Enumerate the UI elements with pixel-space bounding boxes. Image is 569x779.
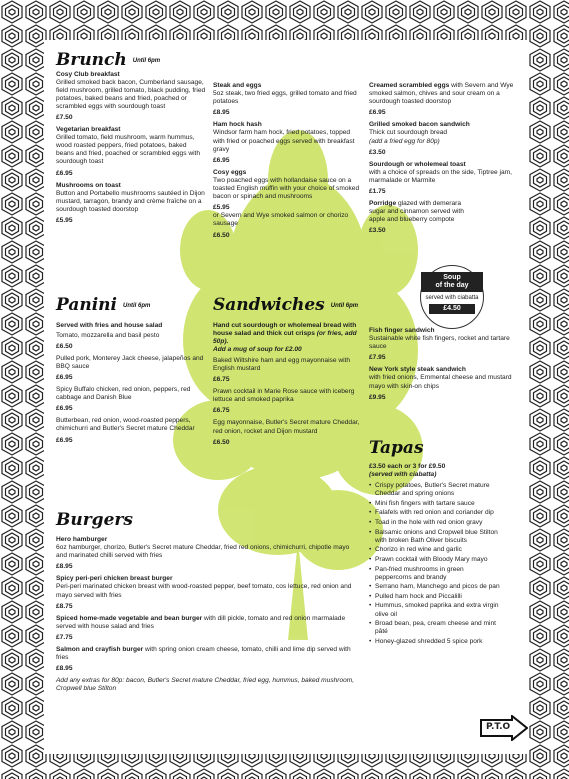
list-item: • Balsamic onions and Cropwell blue Stilton with broken Bath Oliver biscuits (369, 529, 501, 545)
list-item: • Pan-fried mushrooms in green peppercorns and brandy (369, 566, 501, 582)
item-desc: with a choice of spreads on the side, Tiptree jam, marmalade or Marmite (369, 168, 512, 184)
menu-item (369, 200, 469, 235)
list-item: • Prawn cocktail with Bloody Mary mayo (369, 556, 501, 564)
list-item: • Toad in the hole with red onion gravy (369, 519, 501, 527)
menu-item (56, 615, 361, 642)
sandwiches-title: Sandwiches (213, 295, 325, 315)
list-item: • Hummus, smoked paprika and extra virgin olive oil (369, 602, 501, 618)
menu-item (369, 366, 519, 401)
item-name: Cosy Club breakfast (56, 70, 120, 78)
menu-item (56, 355, 206, 382)
list-item: • Serrano ham, Manchego and picos de pan (369, 583, 501, 591)
item-price: £6.50 (213, 231, 230, 239)
item-desc: 5oz steak, two fried eggs, grilled tomato and fried potatoes (213, 90, 357, 106)
tapas-title: Tapas (369, 438, 424, 458)
item-name: Fish finger sandwich (369, 327, 435, 334)
item-name: Cosy eggs (213, 168, 247, 176)
item-name: Porridge (369, 200, 397, 208)
brunch-section-right (369, 82, 519, 240)
burgers-section (56, 510, 361, 694)
item-price: £6.95 (56, 405, 73, 413)
sandwiches-intro-fries: (or fries, add 50p). (213, 329, 357, 345)
item-desc: Button and Portabello mushrooms sautéed in Dijon mustard, tarragon, brandy and crème fraîche on a sourdough toasted doorstop (56, 189, 205, 213)
item-desc: Windsor farm ham hock, fried potatoes, topped with fried or poached eggs served with breakfast gravy (213, 129, 355, 153)
item-price: £3.50 (369, 148, 386, 156)
soup-badge-band (421, 272, 483, 292)
menu-item (56, 575, 361, 610)
item-desc: Thick cut sourdough bread (369, 129, 448, 137)
item-name: Mushrooms on toast (56, 181, 121, 189)
item-price: £6.95 (369, 109, 386, 117)
menu-item (213, 121, 361, 164)
item-desc: with spring onion cream cheese, tomato, chilli and lime dip served with fries (56, 646, 351, 662)
tapas-price: £3.50 each or 3 for £9.50 (369, 463, 446, 470)
item-desc: Egg mayonnaise, Butler's Secret mature Cheddar, red onion, rocket and Dijon mustard (213, 419, 360, 435)
menu-item (56, 332, 206, 351)
sandwiches-soup-addon: Add a mug of soup for £2.00 (213, 345, 302, 353)
soup-badge-title: Soup (443, 274, 461, 281)
menu-item (56, 126, 206, 178)
panini-heading (56, 295, 206, 316)
list-item: • Chorizo in red wine and garlic (369, 546, 501, 554)
item-desc: Tomato, mozzarella and basil pesto (56, 331, 160, 339)
list-item: • Mini fish fingers with tartare sauce (369, 500, 501, 508)
menu-item (56, 536, 361, 571)
menu-item (56, 386, 206, 413)
soup-badge-subtitle: of the day (435, 282, 469, 289)
item-desc: Grilled smoked back bacon, Cumberland sausage, field mushroom, grilled tomato, black pudding, fried potatoes, baked beans and fried, poached or scrambled eggs with sourdough toast (56, 78, 206, 110)
brunch-subtitle: Until 6pm (132, 57, 161, 64)
list-item: • Broad bean, pea, cream cheese and mint pâté (369, 620, 501, 636)
item-price: £3.50 (369, 227, 386, 235)
item-name: Hero hamburger (56, 536, 108, 543)
pto-arrow-button[interactable] (480, 715, 528, 741)
item-price: £8.95 (56, 563, 73, 571)
menu-item (213, 82, 361, 117)
item-price: £6.95 (213, 156, 230, 164)
item-price: £8.95 (56, 665, 73, 673)
list-item: • Honey-glazed shredded 5 spice pork (369, 638, 501, 646)
item-desc: Spicy Buffalo chicken, red onion, peppers, red cabbage and Danish Blue (56, 386, 191, 402)
item-price: £7.95 (369, 354, 386, 362)
soup-of-the-day-badge (420, 265, 484, 329)
item-desc: Baked Wiltshire ham and egg mayonnaise with English mustard (213, 356, 351, 372)
menu-item (369, 161, 519, 196)
item-price: £8.95 (213, 109, 230, 117)
item-price: £6.95 (56, 436, 73, 444)
sandwiches-section (213, 295, 361, 451)
list-item: • Crispy potatoes, Butler's Secret mature Cheddar and spring onions (369, 482, 501, 498)
sandwiches-section-right (369, 327, 519, 406)
item-price: £6.50 (213, 438, 230, 446)
item-name: Vegetarian breakfast (56, 126, 121, 134)
brunch-heading (56, 50, 206, 71)
item-name: Steak and eggs (213, 82, 262, 89)
item-price: £7.75 (56, 633, 73, 641)
item-price: £9.95 (369, 393, 386, 401)
item-desc: glazed with demerara sugar and cinnamon served with apple and blueberry compote (369, 200, 464, 224)
item-name: Creamed scrambled eggs (369, 82, 450, 89)
item-desc: Prawn cocktail in Marie Rose sauce with iceberg lettuce and smoked paprika (213, 388, 355, 404)
item-desc: with dill pickle, tomato and red onion marmalade served with house salad and fries (56, 614, 346, 630)
item-desc: Butterbean, red onion, wood-roasted peppers, chimichurri and Butler's Secret mature Cheddar (56, 417, 195, 433)
item-price: £8.75 (56, 602, 73, 610)
item-name: Grilled smoked bacon sandwich (369, 121, 470, 129)
menu-item (56, 646, 361, 673)
panini-section (56, 295, 206, 449)
item-desc: with fried onions, Emmental cheese and mustard mayo with skin-on chips (369, 374, 512, 390)
menu-item (369, 82, 519, 117)
item-price: £6.75 (213, 407, 230, 415)
brunch-section (56, 50, 206, 229)
item-name: Spiced home-made vegetable and bean burger (56, 614, 203, 622)
item-name: Ham hock hash (213, 121, 262, 129)
panini-subtitle: Until 6pm (122, 302, 151, 309)
item-desc: Two poached eggs with hollandaise sauce on a toasted English muffin with your choice of smoked bacon or spinach and mushrooms (213, 176, 360, 201)
list-item: • Pulled ham hock and Piccalilli (369, 593, 501, 601)
item-price: £1.75 (369, 188, 386, 196)
brunch-title: Brunch (56, 50, 127, 70)
menu-item (56, 417, 206, 444)
item-name: Salmon and crayfish burger (56, 646, 144, 654)
menu-item (213, 169, 361, 240)
sandwiches-intro-text: Hand cut sourdough or wholemeal bread with house salad and thick cut crisps (213, 321, 357, 337)
item-price: £5.95 (213, 204, 230, 212)
menu-item (369, 327, 519, 362)
menu-item (56, 71, 206, 123)
burgers-extras: Add any extras for 80p: bacon, Butler's Secret mature Cheddar, fried egg, hummus, baked mushroom, Cropwell blue Stilton (56, 677, 355, 693)
menu-item (213, 419, 361, 446)
tapas-price-note: (served with ciabatta) (369, 471, 437, 479)
item-price: £5.95 (56, 217, 73, 224)
item-note: (add a fried egg for 80p) (369, 137, 440, 145)
tapas-list (369, 482, 501, 646)
panini-title: Panini (56, 295, 117, 315)
menu-item (56, 182, 206, 225)
menu-item (213, 357, 361, 384)
sandwiches-intro (213, 322, 361, 354)
item-name: Spicy peri-peri chicken breast burger (56, 575, 173, 583)
item-desc: Peri-peri marinated chicken breast with wood-roasted pepper, beef tomato, cos lettuce, red onion and mayo served with fries (56, 583, 352, 599)
pto-label: P.T.O (486, 722, 511, 732)
panini-intro: Served with fries and house salad (56, 321, 163, 329)
brunch-section-middle (213, 82, 361, 244)
item-price: £6.95 (56, 169, 73, 177)
menu-item (213, 388, 361, 415)
item-desc: Grilled tomato, field mushroom, warm hummus, wood roasted peppers, fried potatoes, baked beans and fried, poached or scrambled eggs with sourdough toast (56, 134, 201, 166)
soup-badge-price: £4.50 (429, 304, 475, 314)
item-price: £7.50 (56, 113, 73, 121)
item-desc: Sustainable white fish fingers, rocket and tartare sauce (369, 335, 510, 351)
item-desc: or Severn and Wye smoked salmon or chorizo sausage (213, 212, 349, 228)
item-price: £6.50 (56, 342, 73, 350)
item-desc: Pulled pork, Monterey Jack cheese, jalapeños and BBQ sauce (56, 354, 204, 370)
item-name: Sourdough or wholemeal toast (369, 160, 466, 168)
item-price: £6.95 (56, 373, 73, 381)
item-name: New York style steak sandwich (369, 366, 466, 374)
sandwiches-subtitle: Until 6pm (330, 302, 359, 309)
menu-item (369, 121, 519, 156)
burgers-title: Burgers (56, 510, 133, 530)
soup-badge-note: served with ciabatta (425, 295, 479, 301)
list-item: • Falafels with red onion and coriander dip (369, 509, 501, 517)
item-price: £6.75 (213, 376, 230, 384)
tapas-section (369, 438, 501, 647)
item-desc: 6oz hamburger, chorizo, Butler's Secret mature Cheddar, fried red onions, chimichurri, chipotle mayo and marinated chilli served with fries (56, 544, 350, 560)
item-desc: with Severn and Wye smoked salmon, chives and sour cream on a sourdough toasted doorstop (369, 82, 514, 106)
sandwiches-heading (213, 295, 361, 316)
